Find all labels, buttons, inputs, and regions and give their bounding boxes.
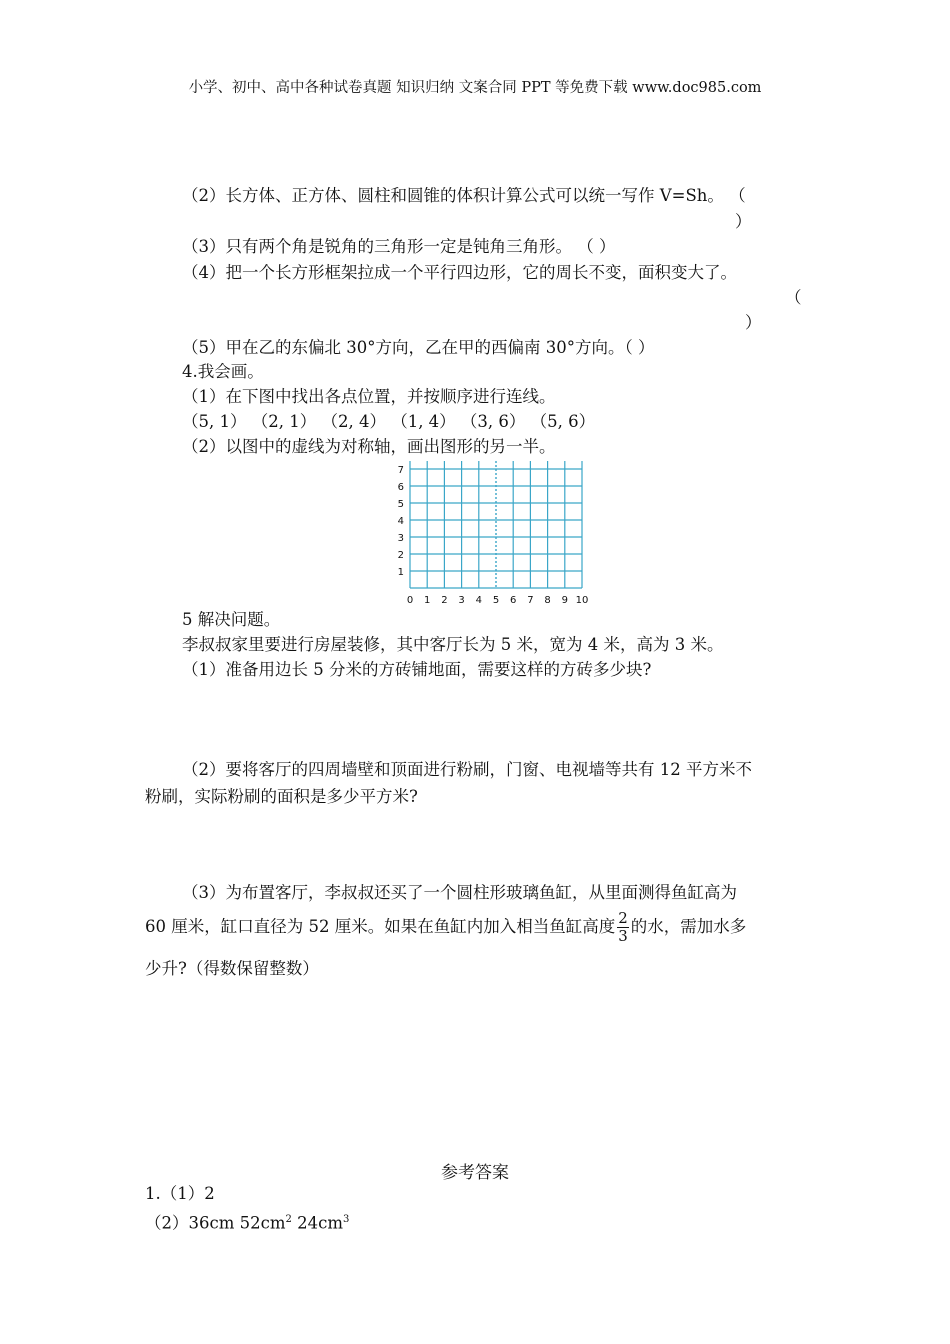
y-tick-label: 6 <box>397 482 404 493</box>
q4-item1: （1）在下图中找出各点位置，并按顺序进行连线。 <box>182 387 556 406</box>
y-tick-label: 5 <box>397 499 404 510</box>
q5-item2-line1: （2）要将客厅的四周墙壁和顶面进行粉刷，门窗、电视墙等共有 12 平方米不 <box>182 760 752 779</box>
x-tick-label: 1 <box>424 595 431 606</box>
superscript-square: 2 <box>285 1214 292 1225</box>
superscript-cube: 3 <box>343 1214 350 1225</box>
y-tick-label: 7 <box>397 465 404 476</box>
fraction <box>617 910 629 945</box>
q3-item4-bracket-close: ） <box>745 313 762 332</box>
x-tick-label: 7 <box>527 595 534 606</box>
coordinate-grid <box>390 455 600 607</box>
q5-item3-line1: （3）为布置客厅，李叔叔还买了一个圆柱形玻璃鱼缸，从里面测得鱼缸高为 <box>182 883 737 902</box>
q3-item2-bracket: ） <box>735 212 752 231</box>
x-tick-label: 2 <box>441 595 448 606</box>
q4-points: （5, 1） （2, 1） （2, 4） （1, 4） （3, 6） （5, 6） <box>182 412 596 431</box>
y-tick-label: 2 <box>397 550 404 561</box>
x-tick-label: 8 <box>544 595 551 606</box>
q4-title: 4.我会画。 <box>182 362 264 381</box>
x-tick-label: 3 <box>458 595 465 606</box>
x-tick-label: 0 <box>406 595 414 606</box>
x-tick-label: 10 <box>575 595 589 606</box>
fraction-numerator: 2 <box>618 909 628 927</box>
x-tick-label: 9 <box>561 595 568 606</box>
fraction-denominator: 3 <box>618 927 628 945</box>
answer-1-2-mid: 24cm <box>291 1213 344 1233</box>
q3-item5: （5）甲在乙的东偏北 30°方向，乙在甲的西偏南 30°方向。（ ） <box>182 338 655 357</box>
q3-item3: （3）只有两个角是锐角的三角形一定是钝角三角形。 （ ） <box>182 237 616 256</box>
q5-item3-line2 <box>145 905 746 949</box>
q5-item3-text-post: 的水，需加水多 <box>630 917 747 936</box>
q5-item2-line2: 粉刷，实际粉刷的面积是多少平方米? <box>145 787 418 806</box>
q5-item3-text-pre: 60 厘米，缸口直径为 52 厘米。如果在鱼缸内加入相当鱼缸高度 <box>145 917 616 936</box>
y-tick-label: 1 <box>397 567 404 578</box>
q4-item2: （2）以图中的虚线为对称轴，画出图形的另一半。 <box>182 437 556 456</box>
q3-item4: （4）把一个长方形框架拉成一个平行四边形，它的周长不变，面积变大了。 <box>182 263 737 282</box>
q5-intro: 李叔叔家里要进行房屋装修，其中客厅长为 5 米，宽为 4 米，高为 3 米。 <box>182 635 724 654</box>
page-header: 小学、初中、高中各种试卷真题 知识归纳 文案合同 PPT 等免费下载 www.doc985.com <box>188 80 762 96</box>
x-tick-label: 4 <box>475 595 482 606</box>
answers-title: 参考答案 <box>441 1163 509 1183</box>
q3-item4-bracket-open: （ <box>785 288 802 307</box>
q5-item1: （1）准备用边长 5 分米的方砖铺地面，需要这样的方砖多少块? <box>182 660 652 679</box>
answer-1-2-pre: （2）36cm 52cm <box>145 1213 286 1233</box>
y-tick-label: 4 <box>397 516 404 527</box>
x-tick-label: 5 <box>492 595 500 606</box>
answer-1-2 <box>145 1208 349 1236</box>
y-tick-label: 3 <box>397 533 404 544</box>
q3-item2: （2）长方体、正方体、圆柱和圆锥的体积计算公式可以统一写作 V=Sh。 （ <box>182 186 746 205</box>
q5-title: 5 解决问题。 <box>182 610 281 629</box>
answer-1-1: 1.（1）2 <box>145 1184 215 1203</box>
x-tick-label: 6 <box>510 595 517 606</box>
q5-item3-line3: 少升?（得数保留整数） <box>145 959 319 978</box>
